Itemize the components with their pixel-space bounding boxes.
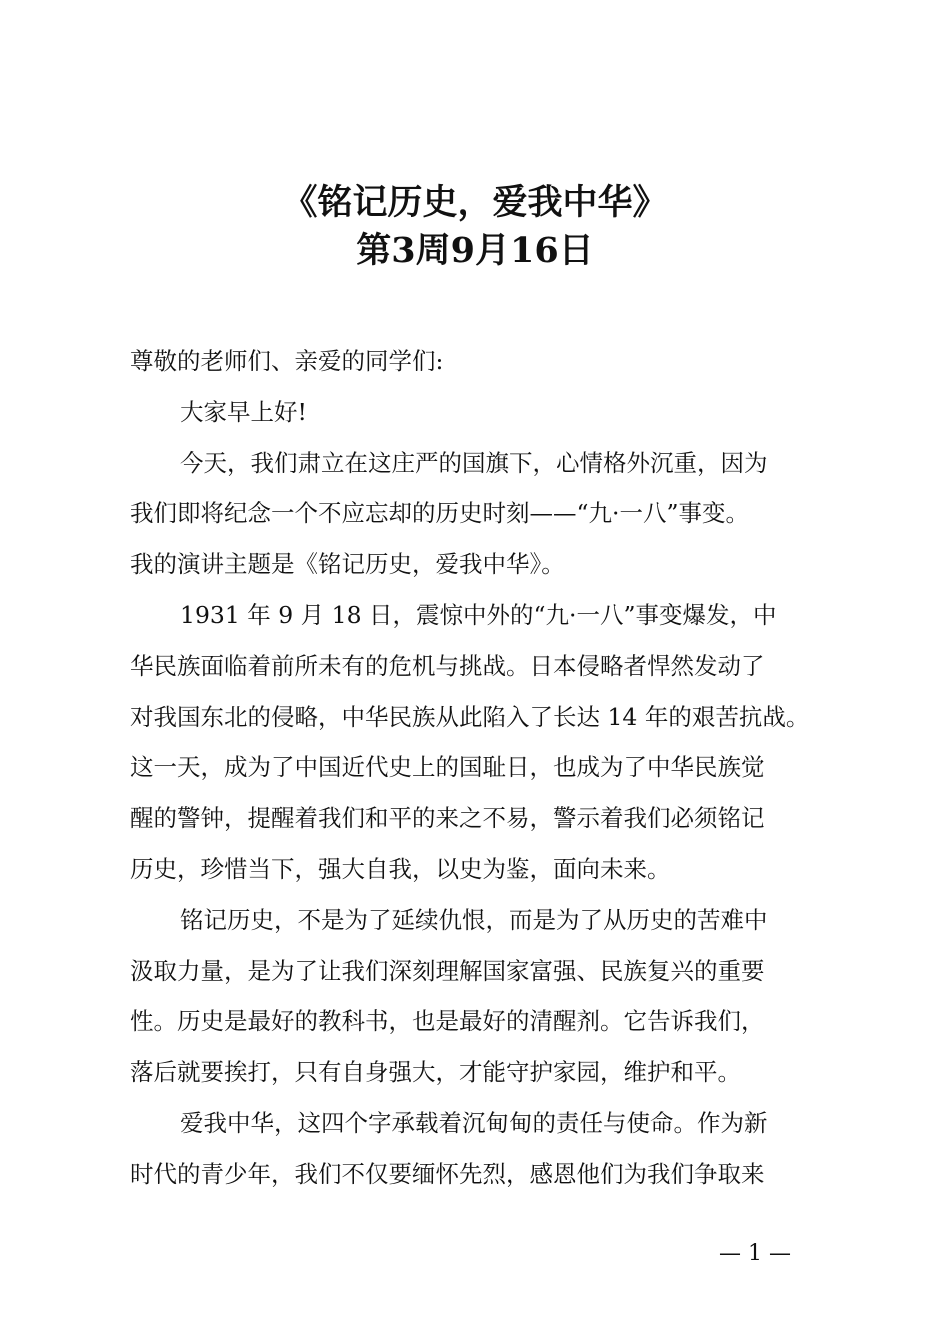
paragraph-line: 醒的警钟，提醒着我们和平的来之不易，警示着我们必须铭记: [130, 804, 765, 833]
paragraph-line: 这一天，成为了中国近代史上的国耻日，也成为了中华民族觉: [130, 753, 765, 782]
paragraph-line: 对我国东北的侵略，中华民族从此陷入了长达 14 年的艰苦抗战。: [130, 702, 810, 731]
paragraph-line: 我们即将纪念一个不应忘却的历史时刻——“九·一八”事变。: [130, 499, 749, 528]
salutation: 尊敬的老师们、亲爱的同学们:: [130, 347, 444, 375]
paragraph-line: 性。历史是最好的教科书，也是最好的清醒剂。它告诉我们，: [130, 1007, 765, 1036]
paragraph-line: 时代的青少年，我们不仅要缅怀先烈，感恩他们为我们争取来: [130, 1159, 765, 1188]
paragraph-line: 爱我中华，这四个字承载着沉甸甸的责任与使命。作为新: [180, 1108, 768, 1137]
paragraph-line: 我的演讲主题是《铭记历史，爱我中华》。: [130, 550, 565, 579]
paragraph-line: 落后就要挨打，只有自身强大，才能守护家园，维护和平。: [130, 1058, 741, 1087]
document-title: 《铭记历史，爱我中华》: [282, 182, 668, 223]
greeting: 大家早上好!: [180, 397, 307, 426]
page-number: — 1 —: [719, 1241, 791, 1266]
paragraph-line: 1931 年 9 月 18 日，震惊中外的“九·一八”事变爆发，中: [180, 600, 777, 629]
document-subtitle-date: 第3周9月16日: [356, 230, 594, 271]
speech-body: [130, 336, 840, 1200]
paragraph-line: 铭记历史，不是为了延续仇恨，而是为了从历史的苦难中: [180, 905, 768, 934]
paragraph-line: 历史，珍惜当下，强大自我，以史为鉴，面向未来。: [130, 854, 671, 883]
paragraph-line: 华民族面临着前所未有的危机与挑战。日本侵略者悍然发动了: [130, 651, 765, 680]
paragraph-line: 今天，我们肃立在这庄严的国旗下，心情格外沉重，因为: [180, 448, 768, 477]
paragraph-line: 汲取力量，是为了让我们深刻理解国家富强、民族复兴的重要: [130, 956, 765, 985]
